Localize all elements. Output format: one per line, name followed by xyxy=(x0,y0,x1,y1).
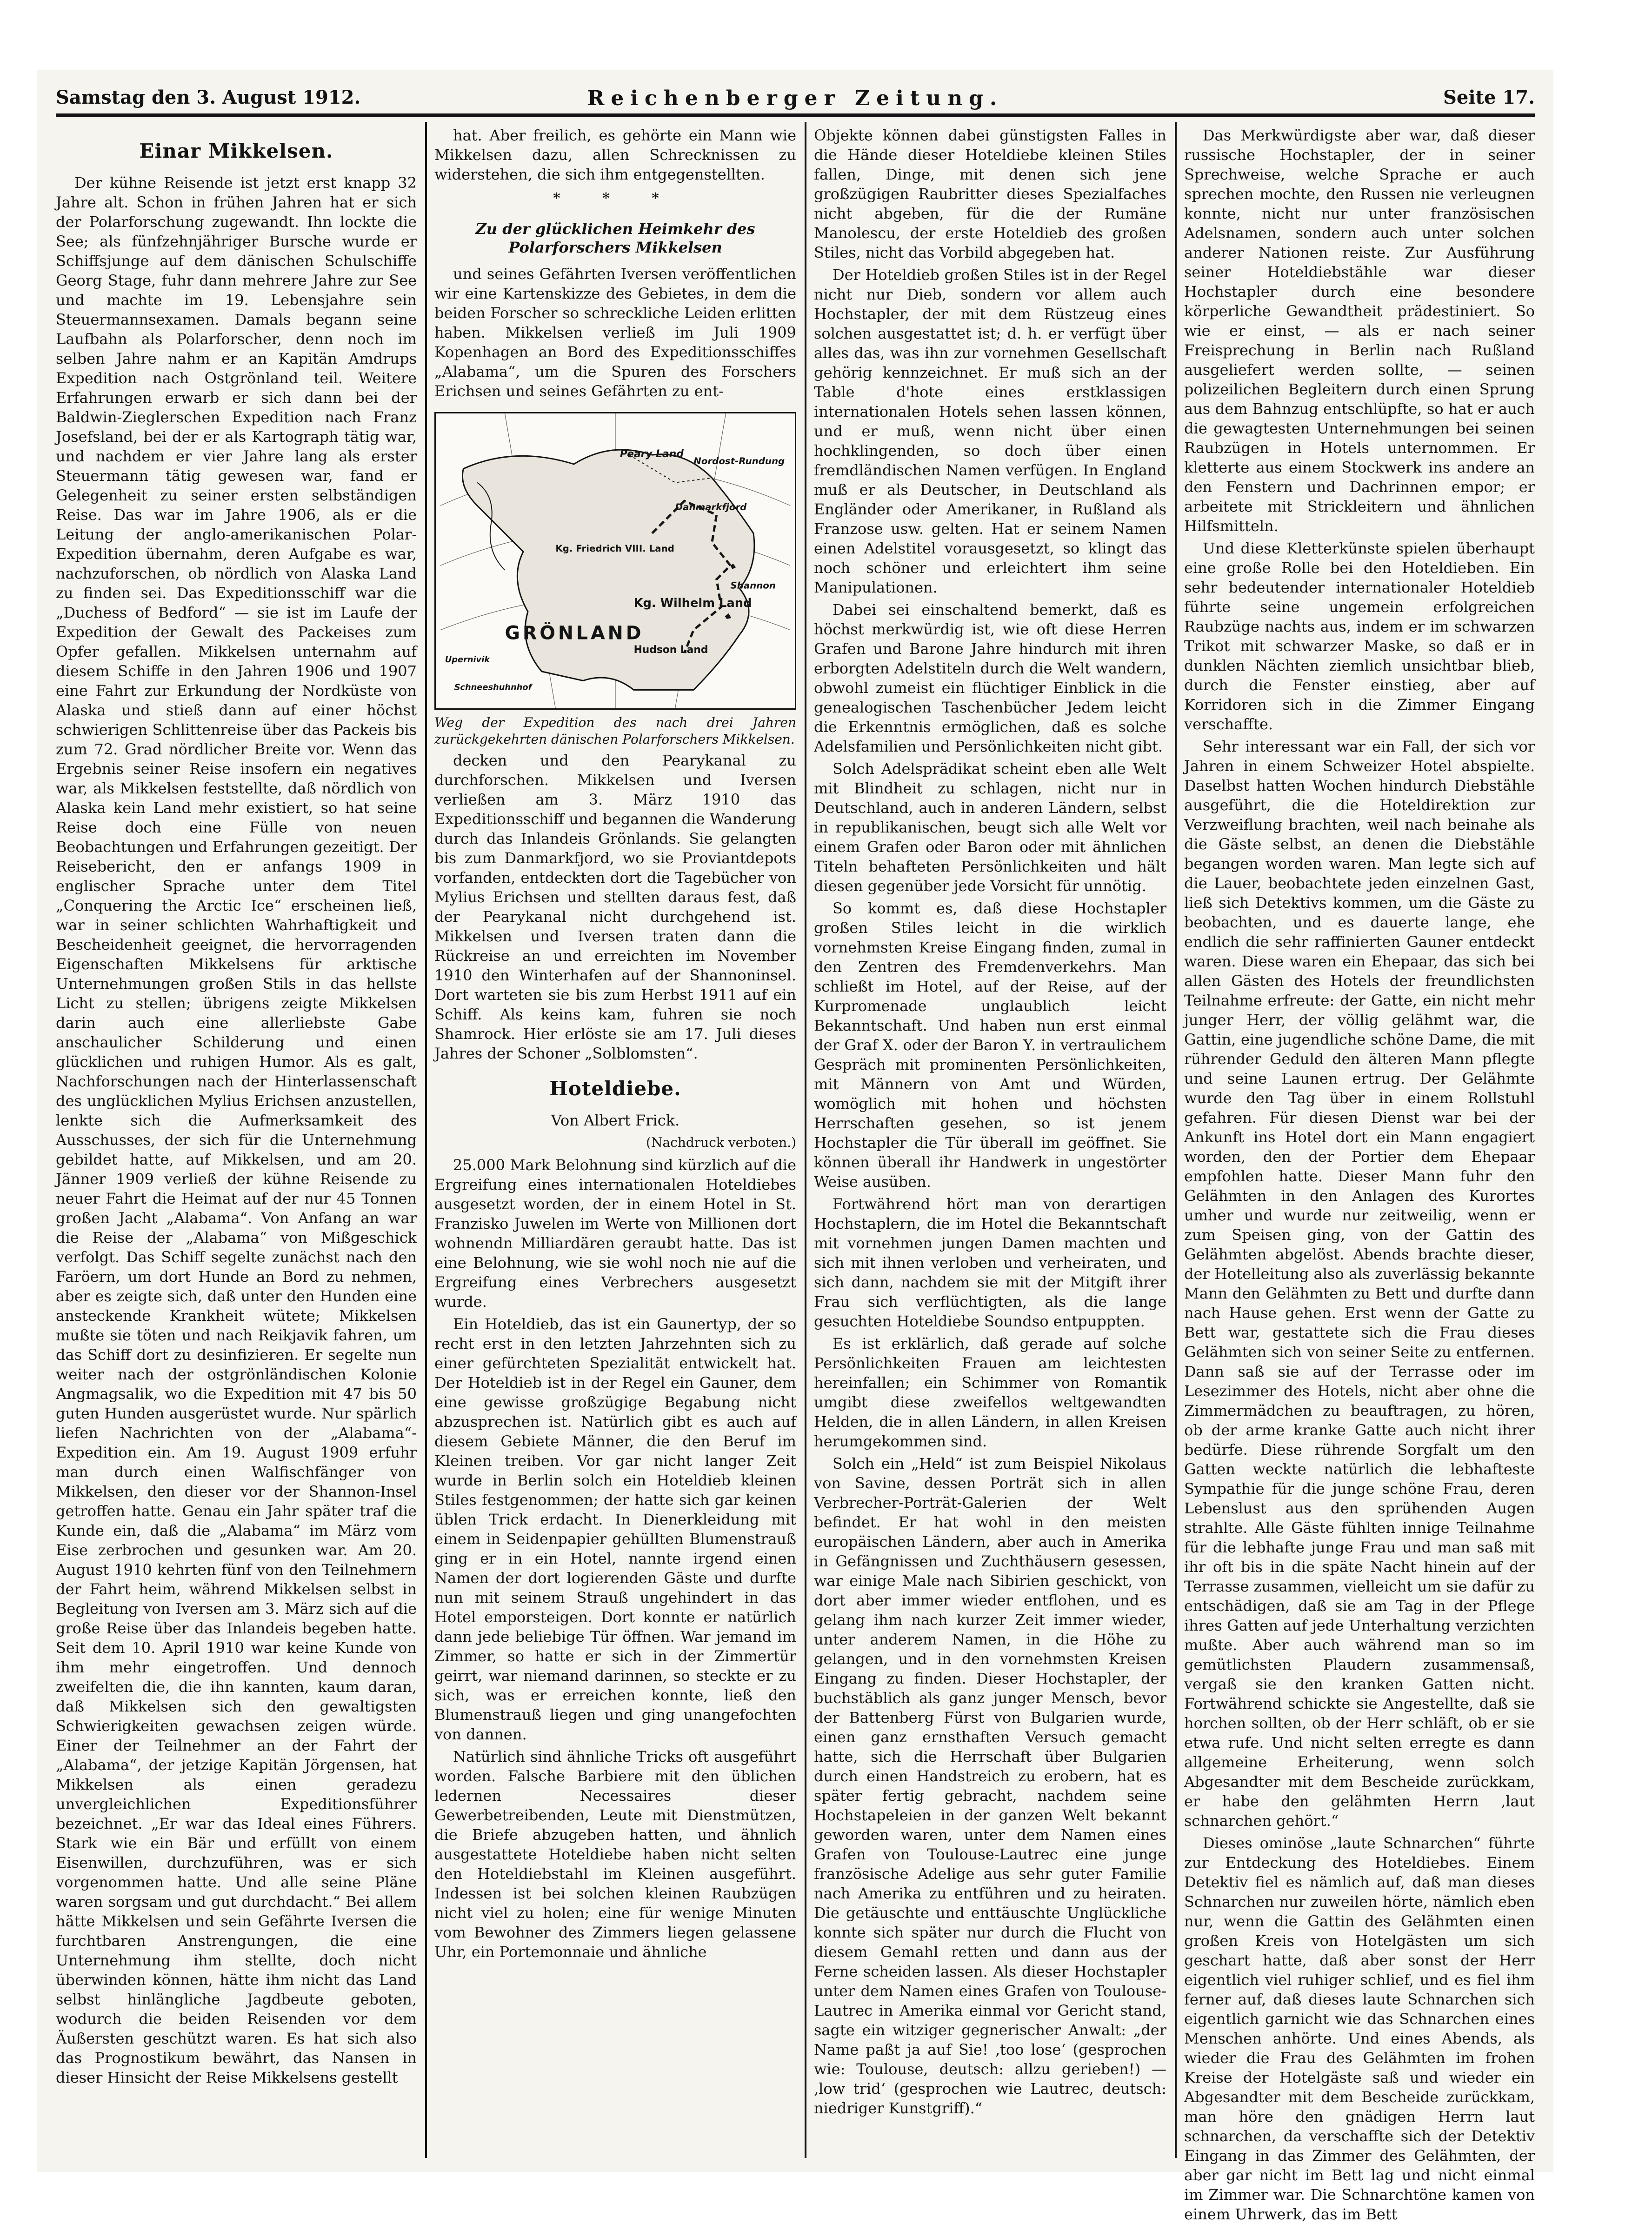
map-label: Peary Land xyxy=(620,448,684,460)
article-paragraph: Solch Adelsprädikat scheint eben alle Welt mit Blindheit zu schlagen, nicht nur in Deutschland, auch in anderen Ländern, selbst in republikanischen, beugt sich alle Welt vor einem Grafen oder Baron oder mit ähnlichen Titeln behafteten Persönlichkeiten und hält diesen gegenüber jede Vorsicht für unnötig. xyxy=(814,760,1166,895)
column-divider xyxy=(425,122,427,2158)
column-divider xyxy=(1175,122,1177,2158)
article-paragraph: Dieses ominöse „laute Schnarchen“ führte zur Entdeckung des Hoteldiebes. Einem Detektiv fiel es nämlich auf, daß man dieses Schnarchen nur zuweilen hörte, nämlich eben nur, wenn die Gattin des Gelähmten einen großen Kreis von Hotelgästen um sich geschart hatte, daß aber sonst der Herr eigentlich viel ruhiger schlief, und es fiel ihm ferner auf, daß dieses laute Schnarchen sich eigentlich garnicht wie das Schnarchen eines Menschen anhörte. Und eines Abends, als wieder die Frau des Gelähmten im frohen Kreise der Hotelgäste saß und wieder ein Abgesandter mit dem Bescheide zurückkam, man höre den gnädigen Herrn laut schnarchen, da verschaffte sich der Detektiv Eingang in das Zimmer des Gelähmten, der aber gar nicht im Bett lag und nicht einmal im Zimmer war. Die Schnarchtöne kamen von einem Uhrwerk, das im Bett xyxy=(1184,1834,1535,2223)
article-paragraph: Fortwährend hört man von derartigen Hochstaplern, die im Hotel die Bekanntschaft mit vornehmen jungen Damen machten und sich mit ihnen verloben und verheiraten, und sich dann, nachdem sie mit der Mitgift ihrer Frau sich verflüchtigten, als die lange gesuchten Hoteldiebe Soundso entpuppten. xyxy=(814,1195,1166,1330)
article-paragraph: Solch ein „Held“ ist zum Beispiel Nikolaus von Savine, dessen Porträt sich in allen Verbrecher-Porträt-Galerien der Welt befindet. Er hat wohl in den meisten europäischen Ländern, aber auch in Amerika in Gefängnissen und Zuchthäusern gesessen, war einige Male nach Sibirien geschickt, von dort aber immer wieder entflohen, und es gelang ihm nach kurzer Zeit immer wieder, unter anderem Namen, in die Höhe zu gelangen, und in den vornehmsten Kreisen Eingang zu finden. Dieser Hochstapler, der buchstäblich als ganz junger Mensch, bevor der Battenberg Fürst von Bulgarien wurde, einen ganz ernsthaften Versuch gemacht hatte, sich die Herrschaft über Bulgarien durch einen Handstreich zu erobern, hat es später fertig gebracht, nachdem seine Hochstapeleien in der ganzen Welt bekannt geworden waren, unter dem Namen eines Grafen von Toulouse-Lautrec eine junge französische Adelige aus sehr guter Familie nach Amerika zu entführen und zu heiraten. Die getäuschte und enttäuschte Unglückliche konnte sich später nur durch die Flucht von diesem Gemahl retten und dann aus der Ferne scheiden lassen. Als dieser Hochstapler unter dem Namen eines Grafen von Toulouse-Lautrec in Amerika einmal vor Gericht stand, sagte ein witziger gegnerischer Anwalt: „der Name paßt ja auf Sie! ‚too lose‘ (gesprochen wie: Toulouse, deutsch: allzu gerieben!) — ‚low trid‘ (gesprochen wie Lautrec, deutsch: niedriger Kunstgriff).“ xyxy=(814,1455,1166,2117)
map-label: Nordost-Rundung xyxy=(693,455,785,466)
column-3 xyxy=(814,126,1166,2153)
map-article-heading: Zu der glücklichen Heimkehr des Polarforschers Mikkelsen xyxy=(475,220,755,256)
map-label: Schneeshuhnhof xyxy=(454,682,532,693)
section-separator: * * * xyxy=(553,190,678,206)
map-label: Upernivik xyxy=(445,654,490,665)
article-byline: Von Albert Frick. xyxy=(551,1112,680,1129)
article-paragraph: Und diese Kletterkünste spielen überhaupt eine große Rolle bei den Hoteldieben. Ein sehr bedeutender internationaler Hoteldieb führte seine ungemein erfolgreichen Raubzüge nachts aus, indem er im schwarzen Trikot mit schwarzer Maske, so daß er in dunklen Nächten ziemlich unsichtbar blieb, durch die Fenster einstieg, aber auf Korridoren sich in die Zimmer Eingang verschaffte. xyxy=(1184,539,1535,733)
article-title-hoteldiebe: Hoteldiebe. xyxy=(549,1077,681,1100)
header-page-number: Seite 17. xyxy=(1443,87,1535,108)
column-divider xyxy=(805,122,806,2158)
article-paragraph: Das Merkwürdigste aber war, daß dieser russische Hochstapler, der in seiner Sprechweise, welche Sprache er auch sprechen mochte, den Russen nie verleugnen konnte, nicht nur unter französischen Adelsnamen, sondern auch unter solchen anderer Nationen reiste. Zur Ausführung seiner Hoteldiebstähle war dieser Hochstapler durch eine besondere körperliche Gewandtheit prädestiniert. So wie er einst, — als er nach seiner Freisprechung in Berlin nach Rußland ausgeliefert werden sollte, — seinen polizeilichen Begleitern durch einen Sprung aus dem Bahnzug entschlüpfte, so hat er auch die gewagtesten Unternehmungen bei seinen Raubzügen in Hotels unternommen. Er kletterte aus einem Stockwerk ins andere an den Fenstern und Dachrinnen empor; er arbeitete mit Strickleitern und ähnlichen Hilfsmitteln. xyxy=(1184,127,1535,535)
article-paragraph: Es ist erklärlich, daß gerade auf solche Persönlichkeiten Frauen am leichtesten hereinfallen; ein Schimmer von Romantik umgibt diese zweifellos weltgewandten Helden, die in allen Ländern, in allen Kreisen herumgekommen sind. xyxy=(814,1335,1166,1450)
map-label: Danmarkfjord xyxy=(675,502,747,513)
map-caption: Weg der Expedition des nach drei Jahren zurückgekehrten dänischen Polarforschers Mikkelsen. xyxy=(434,715,796,747)
article-title-mikkelsen: Einar Mikkelsen. xyxy=(139,140,333,162)
article-paragraph: Der Hoteldieb großen Stiles ist in der Regel nicht nur Dieb, sondern vor allem auch Hochstapler, der mit dem Rüstzeug eines solchen ausgestattet ist; d. h. er verfügt über alles das, was ihn zur vornehmen Gesellschaft gehörig kennzeichnet. Er muß sich an der Table d'hote eines erstklassigen internationalen Hotels sehen lassen können, und er muß, wenn nicht über einen hochklingenden, so doch über einen fremdländischen Namen verfügen. In England muß er als Deutscher, in Deutschland als Engländer oder Amerikaner, in Rußland als Franzose usw. gelten. Hat er seinem Namen einen Adelstitel vorausgesetzt, so klingt das noch schöner und erleichtert ihm seine Manipulationen. xyxy=(814,266,1166,596)
article-paragraph: Natürlich sind ähnliche Tricks oft ausgeführt worden. Falsche Barbiere mit den üblichen ledernen Necessaires dieser Gewerbetreibenden, Leute mit Dienstmützen, die Briefe abzugeben hatten, und ähnlich ausgestattete Hoteldiebe haben nicht selten den Hoteldiebstahl im Kleinen ausgeführt. Indessen ist bei solchen kleinen Raubzügen nicht viel zu holen; eine für wenige Minuten vom Bewohner des Zimmers liegen gelassene Uhr, ein Portemonnaie und ähnliche xyxy=(434,1748,796,1961)
article-paragraph: So kommt es, daß diese Hochstapler großen Stiles leicht in die wirklich vornehmsten Kreise Eingang finden, zumal in den Zentren des Fremdenverkehrs. Man schließt im Hotel, auf der Reise, auf der Kurpromenade unglaublich leicht Bekanntschaft. Und haben nun erst einmal der Graf X. oder der Baron Y. in vertraulichem Gespräch mit prominenten Persönlichkeiten, mit Männern von Amt und Würden, womöglich mit hohen und höchsten Herrschaften gesehen, so ist jenem Hochstapler die Tür überall im geöffnet. Sie können überall ihr Handwerk in ungestörter Weise ausüben. xyxy=(814,899,1166,1191)
column-2 xyxy=(434,126,796,2153)
map-label: Kg. Friedrich VIII. Land xyxy=(555,543,674,554)
article-paragraph: Dabei sei einschaltend bemerkt, daß es höchst merkwürdig ist, wie oft diese Herren Grafen und Barone Jahre hindurch mit ihren erborgten Adelstiteln durch die Welt wandern, obwohl zumeist ein flüchtiger Einblick in die genealogischen Taschenbücher Jedem leicht die Erkenntnis ermöglichen, daß es solche Adelsfamilien und Persönlichkeiten nicht gibt. xyxy=(814,601,1166,755)
article-paragraph: 25.000 Mark Belohnung sind kürzlich auf die Ergreifung eines internationalen Hoteldiebes ausgesetzt worden, der in einem Hotel in St. Franzisko Juwelen im Werte von Millionen dort wohnendn Milliardären geraubt hatte. Das ist eine Belohnung, wie sie wohl noch nie auf die Ergreifung eines Verbrechers ausgesetzt wurde. xyxy=(434,1156,796,1311)
article-paragraph: und seines Gefährten Iversen veröffentlichen wir eine Kartenskizze des Gebietes, in dem die beiden Forscher so schreckliche Leiden erlitten haben. Mikkelsen verließ im Juli 1909 Kopenhagen an Bord des Expeditionsschiffes „Alabama“, um die Spuren des Forschers Erichsen und seines Gefährten zu ent- xyxy=(434,265,796,400)
column-1 xyxy=(56,126,417,2153)
article-paragraph: Der kühne Reisende ist jetzt erst knapp 32 Jahre alt. Schon in frühen Jahren hat er sich der Polarforschung zugewandt. Ihn lockte die See; als fünfzehnjähriger Bursche wurde er Schiffsjunge auf dem dänischen Schulschiffe Georg Stage, fuhr dann mehrere Jahre zur See und machte im 19. Lebensjahre sein Steuermannsexamen. Damals begann seine Laufbahn als Polarforscher, denn noch im selben Jahre nahm er an Kapitän Amdrups Expedition nach Ostgrönland teil. Weitere Erfahrungen erwarb er sich dann bei der Baldwin-Zieglerschen Expedition nach Franz Josefsland, bei der er als Kartograph tätig war, und nachdem er vier Jahre lang als erster Steuermann tätig gewesen war, fand er Gelegenheit zu seiner ersten selbständigen Reise. Das war im Jahre 1906, als er die Leitung der anglo-amerikanischen Polar-Expedition übernahm, deren Aufgabe es war, nachzuforschen, ob nördlich von Alaska Land zu finden sei. Das Expeditionsschiff war die „Duchess of Bedford“ — sie ist im Laufe der Expedition der Gewalt des Packeises zum Opfer gefallen. Mikkelsen unternahm auf diesem Schiffe in den Jahren 1906 und 1907 eine Fahrt zur Erkundung der Nordküste von Alaska und stieß dann auf einer höchst schwierigen Schlittenreise über das Packeis bis zum 72. Grad nördlicher Breite vor. Wenn das Ergebnis seiner Reise insofern ein negatives war, als Mikkelsen feststellte, daß nördlich von Alaska kein Land mehr existiert, so hat seine Reise doch eine Fülle von neuen Beobachtungen und Erfahrungen gezeitigt. Der Reisebericht, den er anfangs 1909 in englischer Sprache unter dem Titel „Conquering the Arctic Ice“ erscheinen ließ, war in seiner schlichten Wahrhaftigkeit und Bescheidenheit geeignet, die hervorragenden Eigenschaften Mikkelsens für arktische Unternehmungen großen Stils in das hellste Licht zu stellen; übrigens zeigte Mikkelsen darin auch eine allerliebste Gabe anschaulicher Schilderung und einen glücklichen und ruhigen Humor. Als es galt, Nachforschungen nach der Hinterlassenschaft des unglücklichen Mylius Erichsen anzustellen, lenkte sich die Aufmerksamkeit des Ausschusses, der sich für die Unternehmung gebildet hatte, auf Mikkelsen, und am 20. Jänner 1909 verließ der kühne Reisende zu neuer Fahrt die Heimat auf der nur 45 Tonnen großen Jacht „Alabama“. Von Anfang an war die Reise der „Alabama“ von Mißgeschick verfolgt. Das Schiff segelte zunächst nach den Faröern, um dort Hunde an Bord zu nehmen, aber es zeigte sich, daß unter den Hunden eine ansteckende Krankheit wütete; Mikkelsen mußte sie töten und nach Reikjavik fahren, um das Schiff dort zu desinfizieren. Er segelte nun weiter nach der ostgrönländischen Kolonie Angmagsalik, wo die Expedition mit 47 bis 50 guten Hunden ausgerüstet wurde. Nur spärlich liefen Nachrichten von der „Alabama“-Expedition ein. Am 19. August 1909 erfuhr man durch einen Walfischfänger von Mikkelsen, den dieser vor der Shannon-Insel getroffen hatte. Genau ein Jahr später traf die Kunde ein, daß die „Alabama“ im März vom Eise zerbrochen und gesunken war. Am 20. August 1910 kehrten fünf von den Teilnehmern der Fahrt heim, während Mikkelsen selbst in Begleitung von Iversen am 3. März sich auf die große Reise über das Inlandeis begeben hatte. Seit dem 10. April 1910 war keine Kunde von ihm mehr eingetroffen. Und dennoch zweifelten die, die ihn kannten, kaum daran, daß Mikkelsen sich den gewaltigsten Schwierigkeiten gewachsen zeigen würde. Einer der Teilnehmer an der Fahrt der „Alabama“, der jetzige Kapitän Jörgensen, hat Mikkelsen als einen geradezu unvergleichlichen Expeditionsführer bezeichnet. „Er war das Ideal eines Führers. Stark wie ein Bär und erfüllt von einem Eisenwillen, durchzuführen, was er sich vorgenommen hatte. Und alle seine Pläne waren sorgsam und gut durchdacht.“ Bei allem hätte Mikkelsen und sein Gefährte Iversen die furchtbaren Anstrengungen, die eine Unternehmung ihm stellte, doch nicht überwinden können, hätte ihm nicht das Land selbst hinlängliche Jagdbeute geboten, wodurch die beiden Reisenden vor dem Äußersten geschützt waren. Es hat sich also das Prognostikum bewährt, das Nansen in dieser Hinsicht der Reise Mikkelsens gestellt xyxy=(56,174,417,2086)
article-paragraph: Sehr interessant war ein Fall, der sich vor Jahren in einem Schweizer Hotel abspielte. Daselbst hatten Wochen hindurch Diebstähle ausgeführt, die die Hoteldirektion zur Verzweiflung brachten, weil nach beinahe als die Gäste selbst, an denen die Diebstähle begangen worden waren. Man legte sich auf die Lauer, beobachtete jeden einzelnen Gast, ließ sich Detektivs kommen, um die Gäste zu beobachten, und es dauerte lange, ehe endlich die sehr raffinierten Gauner entdeckt waren. Diese waren ein Ehepaar, das sich bei allen Gästen des Hotels der freundlichsten Teilnahme erfreute: der Gatte, ein nicht mehr junger Herr, der völlig gelähmt war, die Gattin, eine jugendliche schöne Dame, die mit rührender Geduld den älteren Mann pflegte und seine Launen ertrug. Der Gelähmte wurde den Tag über in einem Rollstuhl gefahren. Für diesen Dienst war bei der Ankunft ins Hotel dort ein Mann engagiert worden, den der Portier dem Ehepaar empfohlen hatte. Dieser Mann fuhr den Gelähmten in den Anlagen des Kurortes umher und wurde nur zeitweilig, wenn er zum Speisen ging, von der Gattin des Gelähmten abgelöst. Abends brachte dieser, der Hotelleitung also als zuverlässig bekannte Mann den Gelähmten zu Bett und durfte dann nach Hause gehen. Erst wenn der Gatte zu Bett war, gestattete sich die Frau dieses Gelähmten sich von seiner Seite zu entfernen. Dann saß sie auf der Terrasse oder im Lesezimmer des Hotels, nicht aber ohne die Zimmermädchen zu beauftragen, zu hören, ob der arme kranke Gatte auch nicht ihrer bedürfe. Diese rührende Sorgfalt um den Gatten weckte natürlich die lebhafteste Sympathie für die junge schöne Frau, deren Lebenslust aus den sprühenden Augen strahlte. Alle Gäste fühlten innige Teilnahme für die lebhafte junge Frau und man saß mit ihr oft bis in die späte Nacht hinein auf der Terrasse zusammen, vielleicht um sie dafür zu entschädigen, daß sie am Tag in der Pflege ihres Gatten auf jede Unterhaltung verzichten mußte. Aber auch während man so im gemütlichsten Plaudern zusammensaß, vergaß sie den kranken Gatten nicht. Fortwährend schickte sie Angestellte, daß sie horchen sollten, ob der Herr schläft, ob er sie etwa rufe. Und nicht selten erregte es dann allgemeine Erheiterung, wenn solch Abgesandter mit dem Bescheide zurückkam, er habe den gelähmten Herrn ‚laut schnarchen gehört.“ xyxy=(1184,738,1535,1830)
article-paragraph: decken und den Pearykanal zu durchforschen. Mikkelsen und Iversen verließen am 3. März 1910 das Expeditionsschiff und begannen die Wanderung durch das Inlandeis Grönlands. Sie gelangten bis zum Danmarkfjord, wo sie Proviantdepots vorfanden, entdeckten dort die Tagebücher von Mylius Erichsen und stellten daraus fest, daß der Pearykanal nicht durchgehend ist. Mikkelsen und Iversen traten dann die Rückreise an und erreichten im November 1910 den Winterhafen auf der Shannoninsel. Dort warteten sie bis zum Herbst 1911 auf ein Schiff. Als keins kam, fuhren sie noch Shamrock. Hier erlöste sie am 17. Juli dieses Jahres der Schoner „Solblomsten“. xyxy=(434,752,796,1062)
page-header xyxy=(56,83,1535,117)
column-4 xyxy=(1184,126,1535,2223)
newspaper-page xyxy=(37,70,1553,2223)
greenland-map xyxy=(434,412,796,710)
header-newspaper-title: Reichenberger Zeitung. xyxy=(587,87,1004,110)
map-label: Hudson Land xyxy=(633,644,708,656)
map-label: Kg. Wilhelm Land xyxy=(633,596,752,611)
greenland-map-drawing xyxy=(436,413,795,708)
reprint-note: (Nachdruck verboten.) xyxy=(646,1135,796,1150)
map-label: Shannon xyxy=(730,580,776,591)
map-label: GRÖNLAND xyxy=(505,622,644,644)
article-paragraph: Ein Hoteldieb, das ist ein Gaunertyp, der so recht erst in den letzten Jahrzehnten sich zu einer gefürchteten Spezialität entwickelt hat. Der Hoteldieb ist in der Regel ein Gauner, dem eine gewisse großzügige Begabung nicht abzusprechen ist. Natürlich gibt es auch auf diesem Gebiete Männer, die den Beruf im Kleinen treiben. Vor gar nicht langer Zeit wurde in Berlin solch ein Hoteldieb kleinen Stiles festgenommen; der hatte sich gar keinen üblen Trick erdacht. In Dienerkleidung mit einem in Seidenpapier gehüllten Blumenstrauß ging er in ein Hotel, nannte irgend einen Namen der dort logierenden Gäste und durfte nun mit seinem Strauß ungehindert in das Hotel emporsteigen. Dort konnte er natürlich dann jede beliebige Tür öffnen. War jemand im Zimmer, so hatte er sich in der Zimmertür geirrt, war niemand darinnen, so steckte er zu sich, was er erreichen konnte, ließ den Blumenstrauß liegen und ging unangefochten von dannen. xyxy=(434,1315,796,1743)
article-paragraph: Objekte können dabei günstigsten Falles in die Hände dieser Hoteldiebe kleinen Stiles fallen, Dinge, mit denen sich jene großzügigen Raubritter dieses Spezialfaches nicht abgeben, für die der Rumäne Manolescu, der erste Hoteldieb des großen Stiles, nicht das Vorbild abgegeben hat. xyxy=(814,127,1166,261)
header-date: Samstag den 3. August 1912. xyxy=(56,87,361,108)
article-paragraph: hat. Aber freilich, es gehörte ein Mann wie Mikkelsen dazu, allen Schrecknissen zu widerstehen, die sich ihm entgegenstellten. xyxy=(434,127,796,183)
